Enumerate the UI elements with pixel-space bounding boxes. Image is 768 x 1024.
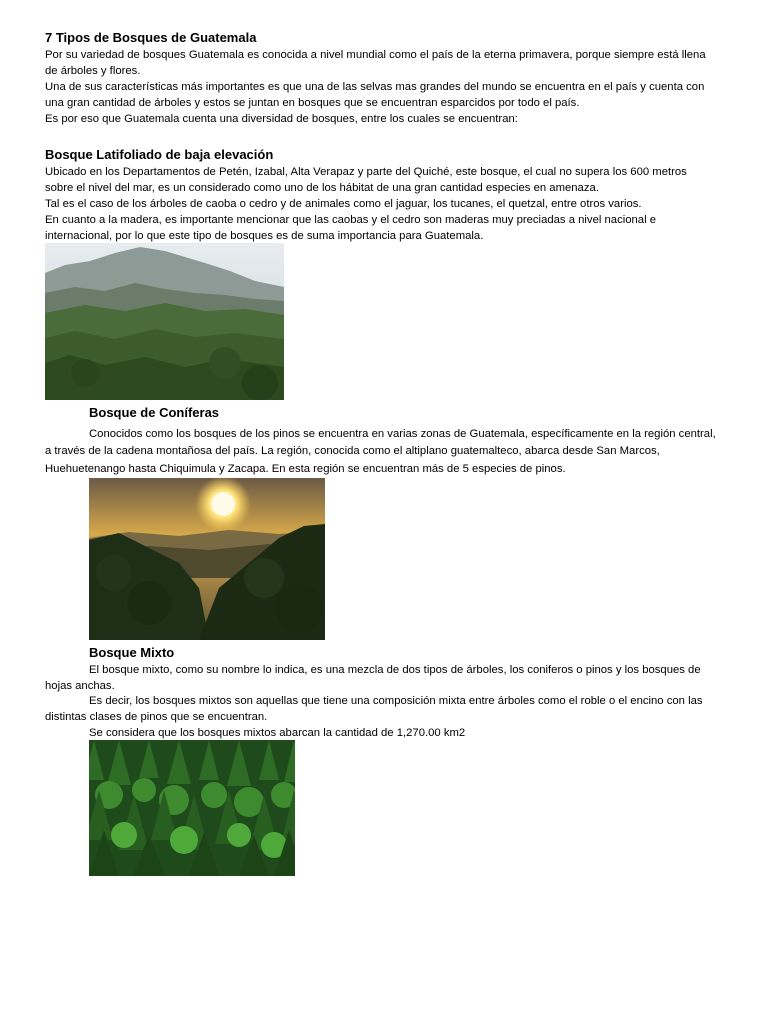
paragraph-line: Tal es el caso de los árboles de caoba o cedro y de animales como el jaguar, los tucanes, el quetzal, entre otros varios. — [45, 198, 642, 210]
paragraph-line: Huehuetenango hasta Chiquimula y Zacapa. En esta región se encuentran más de 5 especies de pinos. — [45, 463, 566, 475]
paragraph-line: distintas clases de pinos que se encuentran. — [45, 711, 268, 723]
section-heading-coniferas: Bosque de Coníferas — [89, 405, 220, 420]
paragraph-line: Ubicado en los Departamentos de Petén, Izabal, Alta Verapaz y parte del Quiché, este bosque, el cual no supera los 600 metros — [45, 166, 687, 178]
intro-line: Por su variedad de bosques Guatemala es conocida a nivel mundial como el país de la eterna primavera, porque siempre está llena — [45, 49, 706, 61]
paragraph-line: Es decir, los bosques mixtos son aquellas que tiene una composición mixta entre árboles como el roble o el encino con las — [89, 695, 703, 707]
mountain-forest-photo — [45, 243, 284, 400]
section-heading-mixto: Bosque Mixto — [89, 645, 175, 660]
intro-line: de árboles y flores. — [45, 65, 141, 77]
mixed-forest-photo — [89, 740, 295, 876]
intro-line: Una de sus características más importantes es que una de las selvas mas grandes del mundo se encuentra en el país y cuenta con — [45, 81, 705, 93]
paragraph-line: internacional, por lo que este tipo de bosques es de suma importancia para Guatemala. — [45, 230, 484, 242]
paragraph-line: Se considera que los bosques mixtos abarcan la cantidad de 1,270.00 km2 — [89, 727, 466, 739]
paragraph-line: En cuanto a la madera, es importante mencionar que las caobas y el cedro son maderas muy preciadas a nivel nacional e — [45, 214, 657, 226]
intro-line: Es por eso que Guatemala cuenta una diversidad de bosques, entre los cuales se encuentran: — [45, 113, 518, 125]
sunset-pine-forest-photo — [89, 478, 325, 640]
paragraph-line: Conocidos como los bosques de los pinos se encuentra en varias zonas de Guatemala, específicamente en la región central, — [89, 428, 716, 440]
paragraph-line: a través de la cadena montañosa del país. La región, conocida como el altiplano guatemalteco, abarca desde San Marcos, — [45, 445, 660, 457]
intro-line: una gran cantidad de árboles y estos se juntan en bosques que se encuentran esparcidos por todo el país. — [45, 97, 580, 109]
paragraph-line: sobre el nivel del mar, es un considerado como uno de los hábitat de una gran cantidad especies en amenaza. — [45, 182, 599, 194]
section-heading-latifoliado: Bosque Latifoliado de baja elevación — [45, 147, 274, 162]
paragraph-line: hojas anchas. — [45, 680, 115, 692]
paragraph-line: El bosque mixto, como su nombre lo indica, es una mezcla de dos tipos de árboles, los coniferos o pinos y los bosques de — [89, 664, 701, 676]
page-title: 7 Tipos de Bosques de Guatemala — [45, 30, 257, 45]
